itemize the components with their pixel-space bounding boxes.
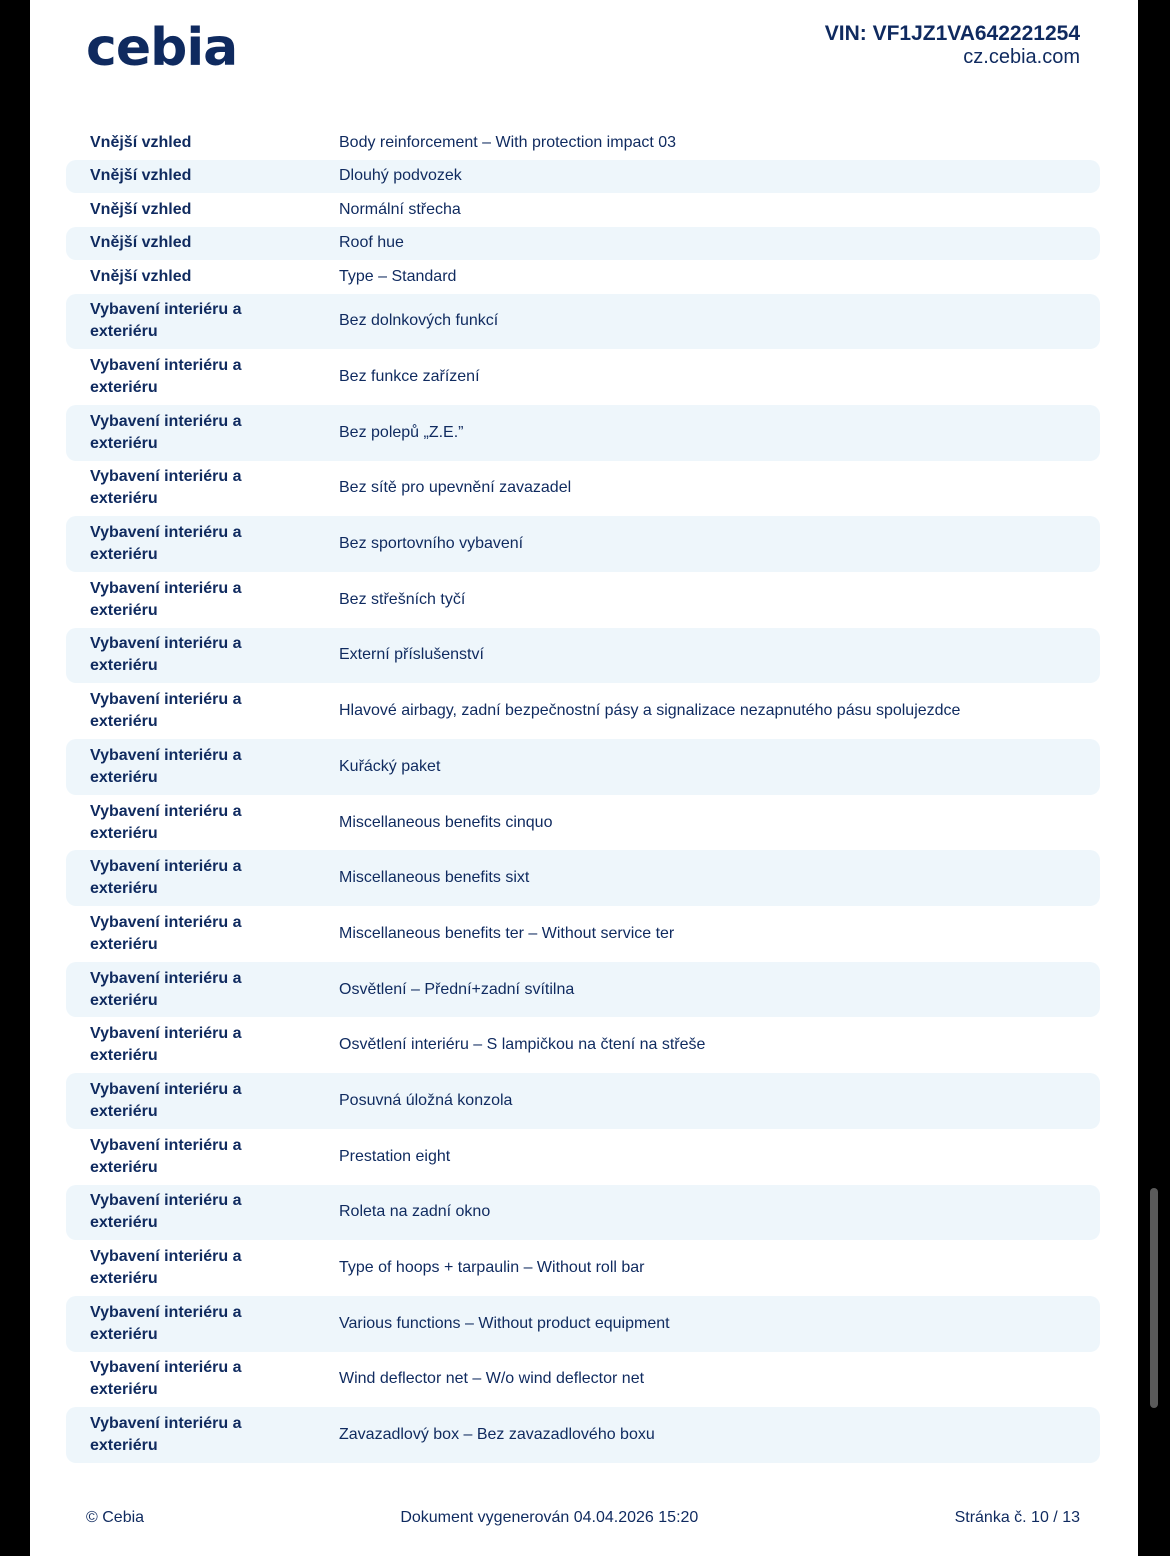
footer-copyright: © Cebia — [86, 1509, 145, 1526]
row-value: Externí příslušenství — [339, 646, 484, 664]
row-category: Vnější vzhled — [90, 234, 192, 252]
row-category: Vnější vzhled — [90, 200, 192, 218]
document-page — [30, 0, 1138, 1556]
row-value: Normální střecha — [339, 200, 461, 218]
row-category: Vybavení interiéru a exteriéru — [90, 746, 242, 786]
row-category: Vybavení interiéru a exteriéru — [90, 1359, 242, 1399]
row-value: Miscellaneous benefits cinquo — [339, 813, 553, 831]
equipment-table — [66, 126, 1100, 1463]
table-row — [66, 1073, 1100, 1129]
row-category: Vybavení interiéru a exteriéru — [90, 579, 242, 619]
row-value: Bez funkce zařízení — [339, 368, 480, 386]
row-value: Wind deflector net – W/o wind deflector net — [339, 1370, 645, 1388]
logo-text: cebia — [86, 18, 238, 78]
row-value: Roof hue — [339, 234, 404, 252]
table-row — [66, 1296, 1100, 1352]
table-row — [66, 683, 1100, 739]
row-category: Vybavení interiéru a exteriéru — [90, 412, 242, 452]
table-row — [66, 126, 1100, 160]
row-value: Bez sportovního vybavení — [339, 535, 524, 553]
row-value: Bez sítě pro upevnění zavazadel — [339, 479, 572, 497]
table-row — [66, 160, 1100, 194]
table-row — [66, 1017, 1100, 1073]
table-row — [66, 227, 1100, 261]
row-category: Vybavení interiéru a exteriéru — [90, 1192, 242, 1232]
table-row — [66, 405, 1100, 461]
row-category: Vybavení interiéru a exteriéru — [90, 1248, 242, 1288]
row-category: Vybavení interiéru a exteriéru — [90, 1415, 242, 1455]
row-category: Vnější vzhled — [90, 267, 192, 285]
row-category: Vybavení interiéru a exteriéru — [90, 301, 242, 341]
table-row — [66, 193, 1100, 227]
row-value: Bez polepů „Z.E.” — [339, 423, 464, 441]
row-category: Vnější vzhled — [90, 167, 192, 185]
row-category: Vybavení interiéru a exteriéru — [90, 357, 242, 397]
table-row — [66, 962, 1100, 1018]
row-category: Vybavení interiéru a exteriéru — [90, 524, 242, 564]
row-value: Hlavové airbagy, zadní bezpečnostní pásy a signalizace nezapnutého pásu spolujezdce — [339, 702, 961, 720]
table-row — [66, 1407, 1100, 1463]
vin-label: VIN: VF1JZ1VA642221254 — [824, 22, 1080, 45]
footer-generated: Dokument vygenerován 04.04.2026 15:20 — [400, 1509, 699, 1526]
row-value: Kuřácký paket — [339, 757, 441, 775]
footer-page-number: Stránka č. 10 / 13 — [954, 1509, 1080, 1526]
row-value: Various functions – Without product equipment — [339, 1314, 670, 1332]
table-row — [66, 1129, 1100, 1185]
row-value: Posuvná úložná konzola — [339, 1091, 513, 1109]
row-value: Zavazadlový box – Bez zavazadlového boxu — [339, 1426, 655, 1444]
table-row — [66, 850, 1100, 906]
row-category: Vybavení interiéru a exteriéru — [90, 913, 242, 953]
row-value: Bez střešních tyčí — [339, 590, 466, 608]
row-value: Prestation eight — [339, 1147, 451, 1165]
row-category: Vybavení interiéru a exteriéru — [90, 1303, 242, 1343]
row-value: Miscellaneous benefits ter – Without service ter — [339, 924, 675, 942]
row-value: Osvětlení interiéru – S lampičkou na čtení na střeše — [339, 1036, 706, 1054]
row-category: Vybavení interiéru a exteriéru — [90, 691, 242, 731]
table-row — [66, 461, 1100, 517]
table-row — [66, 294, 1100, 350]
table-row — [66, 516, 1100, 572]
row-value: Osvětlení – Přední+zadní svítilna — [339, 980, 575, 998]
cebia-logo — [86, 16, 237, 80]
row-value: Miscellaneous benefits sixt — [339, 869, 530, 887]
table-row — [66, 795, 1100, 851]
table-row — [66, 628, 1100, 684]
row-value: Bez dolnkových funkcí — [339, 312, 499, 330]
row-category: Vnější vzhled — [90, 133, 192, 151]
header-info — [825, 22, 1080, 68]
row-category: Vybavení interiéru a exteriéru — [90, 1025, 242, 1065]
table-row — [66, 260, 1100, 294]
table-row — [66, 572, 1100, 628]
table-row — [66, 1240, 1100, 1296]
table-row — [66, 349, 1100, 405]
row-category: Vybavení interiéru a exteriéru — [90, 635, 242, 675]
row-category: Vybavení interiéru a exteriéru — [90, 969, 242, 1009]
row-value: Dlouhý podvozek — [339, 167, 462, 185]
row-value: Roleta na zadní okno — [339, 1203, 491, 1221]
table-row — [66, 906, 1100, 962]
row-category: Vybavení interiéru a exteriéru — [90, 468, 242, 508]
row-category: Vybavení interiéru a exteriéru — [90, 858, 242, 898]
table-row — [66, 1185, 1100, 1241]
scrollbar[interactable] — [1150, 1188, 1158, 1408]
row-category: Vybavení interiéru a exteriéru — [90, 802, 242, 842]
row-value: Type of hoops + tarpaulin – Without roll bar — [339, 1259, 645, 1277]
row-value: Body reinforcement – With protection impact 03 — [339, 133, 677, 151]
table-row — [66, 1352, 1100, 1408]
site-domain: cz.cebia.com — [963, 46, 1080, 68]
footer — [86, 1509, 1080, 1527]
row-category: Vybavení interiéru a exteriéru — [90, 1136, 242, 1176]
row-value: Type – Standard — [339, 267, 457, 285]
row-category: Vybavení interiéru a exteriéru — [90, 1080, 242, 1120]
table-row — [66, 739, 1100, 795]
